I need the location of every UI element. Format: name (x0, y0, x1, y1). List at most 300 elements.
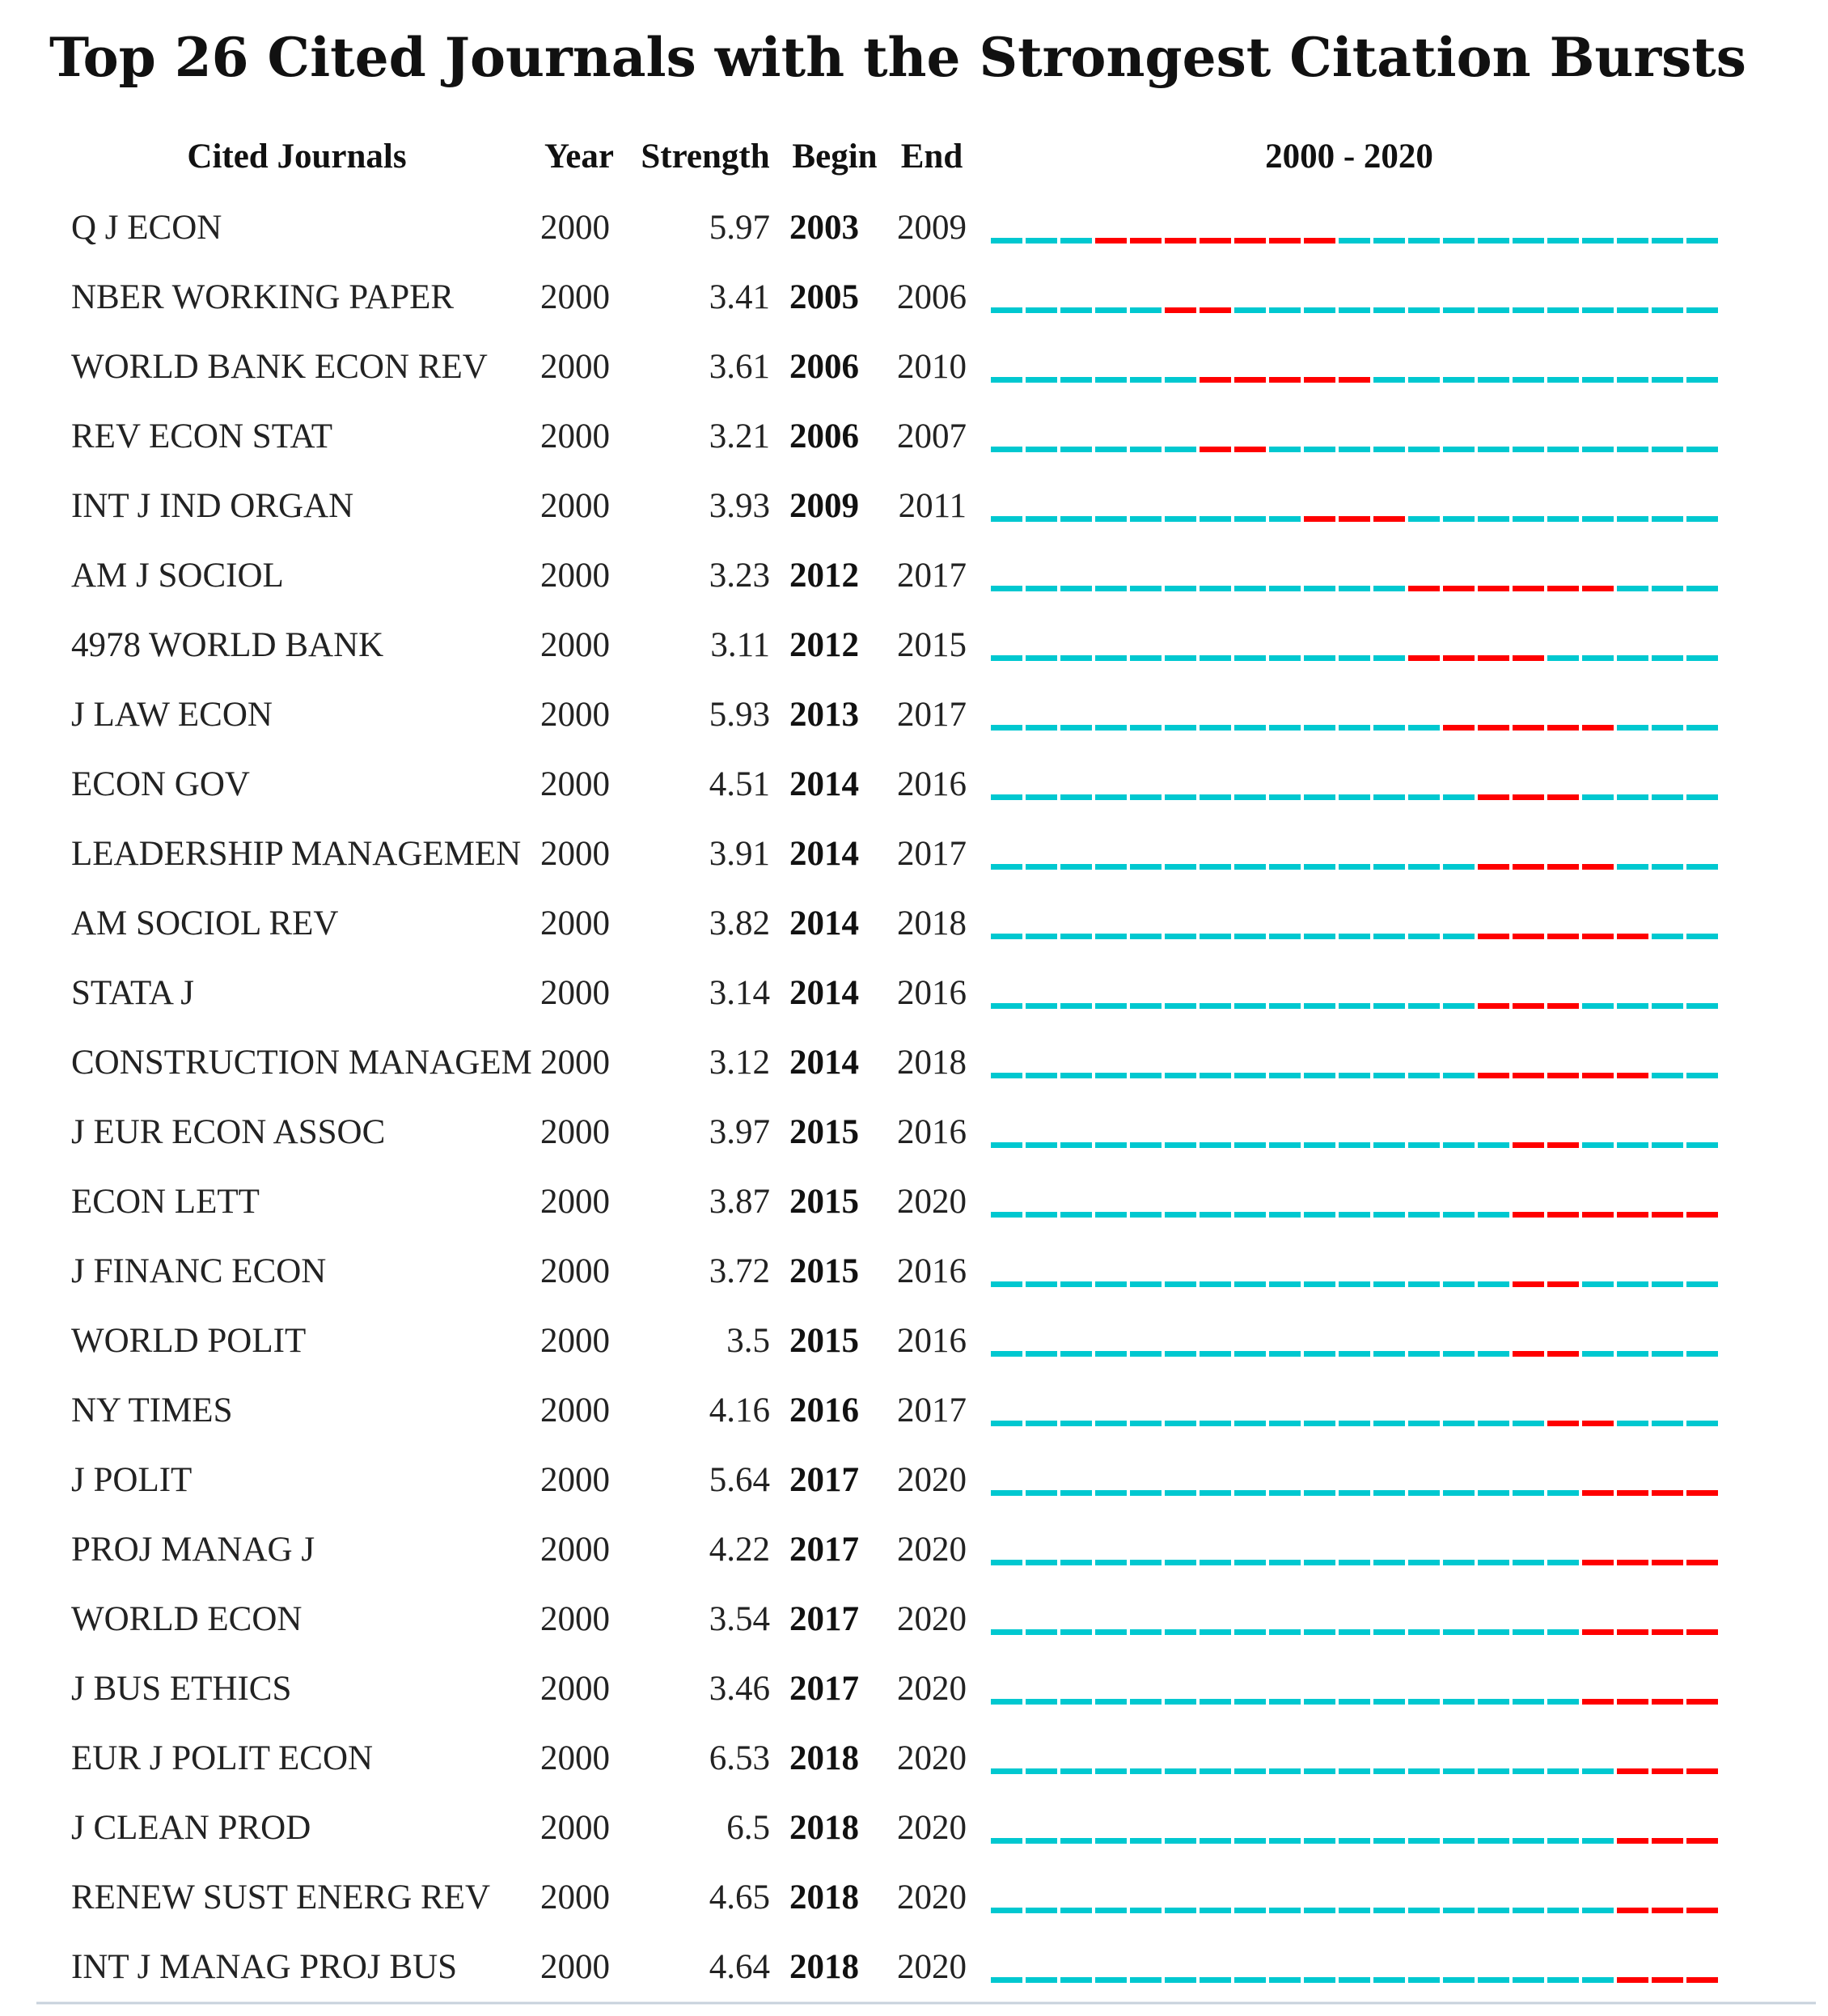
table-row (71, 348, 1718, 386)
timeline-segment (1652, 1351, 1683, 1357)
burst-segment (1513, 864, 1544, 870)
begin-year: 2013 (789, 696, 859, 734)
burst-segment (1513, 794, 1544, 800)
timeline-segment (1130, 1281, 1162, 1287)
timeline-segment (1443, 934, 1475, 939)
timeline-segment (1408, 377, 1440, 383)
timeline-segment (1026, 586, 1057, 591)
timeline-segment (1200, 1421, 1231, 1426)
journal-name: J FINANC ECON (71, 1252, 327, 1290)
timeline-segment (1130, 1073, 1162, 1078)
timeline-segment (991, 1768, 1022, 1774)
burst-segment (1686, 1838, 1718, 1844)
timeline-segment (1095, 1838, 1127, 1844)
timeline-segment (1165, 1212, 1196, 1218)
timeline-segment (1304, 586, 1335, 591)
timeline-segment (1234, 794, 1266, 800)
timeline-segment (1478, 307, 1509, 313)
timeline-segment (1026, 1142, 1057, 1148)
end-year: 2016 (897, 1322, 967, 1360)
timeline-segment (1130, 1212, 1162, 1218)
table-row (71, 1600, 1718, 1638)
burst-segment (1304, 516, 1335, 522)
timeline-segment (1373, 1281, 1405, 1287)
timeline-segment (1652, 586, 1683, 591)
timeline-segment (1130, 516, 1162, 522)
begin-year: 2017 (789, 1600, 859, 1638)
year-value: 2000 (540, 348, 610, 386)
timeline-segment (1686, 1073, 1718, 1078)
timeline-segment (1026, 655, 1057, 661)
burst-segment (1095, 238, 1127, 244)
timeline-segment (1443, 1073, 1475, 1078)
timeline-segment (1060, 794, 1092, 800)
burst-segment (1686, 1212, 1718, 1218)
timeline-segment (1304, 1629, 1335, 1635)
timeline-segment (1478, 1977, 1509, 1983)
timeline-segment (1443, 864, 1475, 870)
table-body (71, 209, 1718, 1986)
timeline-segment (1617, 516, 1648, 522)
burst-segment (1443, 586, 1475, 591)
timeline-segment (1165, 1281, 1196, 1287)
burst-segment (1478, 655, 1509, 661)
table-row (71, 974, 1718, 1012)
strength-value: 6.53 (709, 1739, 770, 1777)
timeline-segment (1130, 864, 1162, 870)
strength-value: 6.5 (726, 1809, 770, 1847)
timeline-segment (1234, 1560, 1266, 1565)
timeline-segment (1408, 307, 1440, 313)
timeline-segment (1130, 1768, 1162, 1774)
end-year: 2018 (897, 904, 967, 942)
journal-name: INT J MANAG PROJ BUS (71, 1948, 458, 1986)
timeline-segment (1026, 1838, 1057, 1844)
timeline-segment (991, 447, 1022, 452)
timeline-segment (1060, 934, 1092, 939)
timeline-segment (1060, 447, 1092, 452)
burst-segment (1513, 655, 1544, 661)
burst-segment (1686, 1768, 1718, 1774)
burst-segment (1582, 934, 1614, 939)
burst-segment (1582, 1560, 1614, 1565)
timeline-segment (991, 1699, 1022, 1705)
begin-year: 2016 (789, 1391, 859, 1429)
timeline-segment (1652, 1003, 1683, 1009)
journal-name: INT J IND ORGAN (71, 487, 354, 525)
burst-segment (1652, 1838, 1683, 1844)
timeline-segment (1513, 1838, 1544, 1844)
burst-segment (1547, 586, 1579, 591)
timeline-segment (1095, 307, 1127, 313)
table-row (71, 1113, 1718, 1151)
timeline-segment (1304, 864, 1335, 870)
strength-value: 4.16 (709, 1391, 770, 1429)
header-begin: Begin (792, 138, 878, 176)
timeline-segment (1408, 1560, 1440, 1565)
timeline-segment (1234, 1351, 1266, 1357)
end-year: 2010 (897, 348, 967, 386)
strength-value: 4.22 (709, 1531, 770, 1569)
timeline-segment (1513, 1629, 1544, 1635)
timeline-segment (1234, 307, 1266, 313)
timeline-segment (1547, 447, 1579, 452)
timeline-segment (1200, 1351, 1231, 1357)
timeline-segment (1200, 1281, 1231, 1287)
begin-year: 2014 (789, 904, 859, 942)
timeline-segment (1652, 1142, 1683, 1148)
timeline-segment (1060, 238, 1092, 244)
timeline-segment (1060, 1560, 1092, 1565)
timeline-segment (1026, 516, 1057, 522)
timeline-segment (1408, 1073, 1440, 1078)
timeline-segment (1200, 1003, 1231, 1009)
timeline-segment (1095, 1281, 1127, 1287)
timeline-segment (1095, 516, 1127, 522)
timeline-segment (1234, 1977, 1266, 1983)
timeline-segment (1165, 1977, 1196, 1983)
burst-segment (1686, 1977, 1718, 1983)
timeline-segment (1547, 1768, 1579, 1774)
burst-segment (1513, 1073, 1544, 1078)
timeline-segment (1547, 1977, 1579, 1983)
burst-segment (1686, 1629, 1718, 1635)
timeline-segment (1547, 238, 1579, 244)
strength-value: 3.11 (710, 626, 770, 664)
timeline-segment (1234, 1629, 1266, 1635)
timeline-segment (1026, 238, 1057, 244)
strength-value: 3.93 (709, 487, 770, 525)
timeline-segment (1339, 1768, 1370, 1774)
timeline-segment (991, 1629, 1022, 1635)
burst-segment (1130, 238, 1162, 244)
timeline-segment (1686, 586, 1718, 591)
timeline-segment (1373, 238, 1405, 244)
burst-segment (1617, 934, 1648, 939)
table-row (71, 1322, 1718, 1360)
table-row (71, 1809, 1718, 1847)
timeline-segment (1165, 934, 1196, 939)
burst-segment (1652, 1490, 1683, 1496)
timeline-segment (1200, 1699, 1231, 1705)
timeline-segment (1234, 1281, 1266, 1287)
timeline-segment (1095, 377, 1127, 383)
journal-name: NBER WORKING PAPER (71, 278, 455, 316)
strength-value: 3.54 (709, 1600, 770, 1638)
journal-name: PROJ MANAG J (71, 1531, 315, 1569)
timeline-segment (1339, 1838, 1370, 1844)
chart-title: Top 26 Cited Journals with the Strongest Citation Bursts (49, 26, 1746, 89)
strength-value: 4.51 (709, 765, 770, 803)
journal-name: STATA J (71, 974, 195, 1012)
timeline-segment (1165, 447, 1196, 452)
burst-segment (1478, 586, 1509, 591)
timeline-segment (1200, 655, 1231, 661)
timeline-segment (1339, 794, 1370, 800)
timeline-segment (1443, 1490, 1475, 1496)
timeline-segment (1165, 1908, 1196, 1913)
table-row (71, 1878, 1718, 1916)
timeline-segment (991, 238, 1022, 244)
burst-segment (1582, 1421, 1614, 1426)
timeline-segment (1478, 1629, 1509, 1635)
timeline-segment (991, 1351, 1022, 1357)
begin-year: 2006 (789, 417, 859, 455)
timeline-segment (1060, 1212, 1092, 1218)
timeline-segment (1582, 1351, 1614, 1357)
timeline-segment (1200, 1629, 1231, 1635)
timeline-segment (1095, 794, 1127, 800)
timeline-segment (1408, 1281, 1440, 1287)
timeline-segment (1443, 1977, 1475, 1983)
table-row (71, 626, 1718, 664)
timeline-segment (1026, 1421, 1057, 1426)
journal-name: J BUS ETHICS (71, 1670, 292, 1708)
timeline-segment (1373, 934, 1405, 939)
timeline-segment (1373, 725, 1405, 731)
burst-segment (1582, 586, 1614, 591)
timeline-segment (1095, 1490, 1127, 1496)
burst-segment (1234, 377, 1266, 383)
timeline-segment (1408, 1908, 1440, 1913)
timeline-segment (1408, 1003, 1440, 1009)
timeline-segment (1060, 655, 1092, 661)
timeline-segment (1269, 1281, 1301, 1287)
timeline-segment (1304, 1142, 1335, 1148)
timeline-segment (1060, 377, 1092, 383)
year-value: 2000 (540, 696, 610, 734)
burst-segment (1304, 377, 1335, 383)
timeline-segment (1304, 1490, 1335, 1496)
table-header (187, 138, 1433, 176)
begin-year: 2015 (789, 1113, 859, 1151)
timeline-segment (1582, 1003, 1614, 1009)
begin-year: 2014 (789, 765, 859, 803)
timeline-segment (1269, 1908, 1301, 1913)
timeline-segment (1513, 1699, 1544, 1705)
timeline-segment (1686, 307, 1718, 313)
timeline-segment (1200, 1977, 1231, 1983)
timeline-segment (1165, 1421, 1196, 1426)
timeline-segment (1234, 1073, 1266, 1078)
timeline-segment (1443, 1351, 1475, 1357)
end-year: 2009 (897, 209, 967, 247)
timeline-segment (1443, 307, 1475, 313)
timeline-segment (1339, 238, 1370, 244)
timeline-segment (1304, 1838, 1335, 1844)
timeline-segment (1200, 1073, 1231, 1078)
begin-year: 2005 (789, 278, 859, 316)
timeline-segment (1652, 1073, 1683, 1078)
timeline-segment (1373, 1838, 1405, 1844)
begin-year: 2018 (789, 1878, 859, 1916)
end-year: 2017 (897, 696, 967, 734)
timeline-segment (991, 516, 1022, 522)
burst-segment (1478, 794, 1509, 800)
timeline-segment (1234, 864, 1266, 870)
strength-value: 3.5 (726, 1322, 770, 1360)
timeline-segment (1304, 794, 1335, 800)
journal-name: LEADERSHIP MANAGEMEN (71, 835, 522, 873)
year-value: 2000 (540, 765, 610, 803)
timeline-segment (1234, 725, 1266, 731)
burst-segment (1547, 1073, 1579, 1078)
timeline-segment (1234, 655, 1266, 661)
burst-segment (1513, 1212, 1544, 1218)
end-year: 2018 (897, 1044, 967, 1082)
table-row (71, 1044, 1718, 1082)
burst-segment (1582, 1212, 1614, 1218)
timeline-segment (1617, 586, 1648, 591)
begin-year: 2012 (789, 557, 859, 595)
timeline-segment (1165, 794, 1196, 800)
timeline-segment (1060, 1977, 1092, 1983)
timeline-segment (1269, 1421, 1301, 1426)
timeline-segment (991, 655, 1022, 661)
timeline-segment (1478, 1768, 1509, 1774)
timeline-segment (1060, 1142, 1092, 1148)
journal-name: AM J SOCIOL (71, 557, 284, 595)
journal-name: WORLD POLIT (71, 1322, 307, 1360)
table-row (71, 1183, 1718, 1221)
burst-segment (1200, 307, 1231, 313)
timeline-segment (1304, 1212, 1335, 1218)
end-year: 2016 (897, 974, 967, 1012)
timeline-segment (991, 1838, 1022, 1844)
timeline-segment (991, 1908, 1022, 1913)
timeline-segment (1130, 934, 1162, 939)
end-year: 2007 (897, 417, 967, 455)
timeline-segment (1269, 1490, 1301, 1496)
timeline-segment (1478, 1351, 1509, 1357)
timeline-segment (1373, 1908, 1405, 1913)
timeline-segment (1269, 1768, 1301, 1774)
strength-value: 3.82 (709, 904, 770, 942)
timeline-segment (1304, 655, 1335, 661)
timeline-segment (1026, 1490, 1057, 1496)
timeline-segment (1339, 1699, 1370, 1705)
table-row (71, 487, 1718, 525)
timeline-segment (1269, 725, 1301, 731)
timeline-segment (1617, 1003, 1648, 1009)
timeline-segment (1304, 934, 1335, 939)
timeline-segment (1652, 725, 1683, 731)
timeline-segment (1373, 864, 1405, 870)
timeline-segment (991, 586, 1022, 591)
burst-segment (1513, 1142, 1544, 1148)
timeline-segment (1026, 1908, 1057, 1913)
timeline-segment (1095, 1768, 1127, 1774)
burst-segment (1234, 447, 1266, 452)
strength-value: 5.93 (709, 696, 770, 734)
journal-name: ECON GOV (71, 765, 250, 803)
journal-name: WORLD BANK ECON REV (71, 348, 488, 386)
timeline-segment (1060, 725, 1092, 731)
timeline-segment (1686, 934, 1718, 939)
timeline-segment (1582, 1977, 1614, 1983)
burst-segment (1617, 1768, 1648, 1774)
journal-name: 4978 WORLD BANK (71, 626, 384, 664)
timeline-segment (1200, 1838, 1231, 1844)
burst-segment (1617, 1977, 1648, 1983)
timeline-segment (991, 307, 1022, 313)
timeline-segment (1408, 1629, 1440, 1635)
timeline-segment (1686, 1281, 1718, 1287)
timeline-segment (1165, 1351, 1196, 1357)
table-row (71, 557, 1718, 595)
begin-year: 2017 (789, 1531, 859, 1569)
timeline-segment (1200, 1490, 1231, 1496)
timeline-segment (1582, 377, 1614, 383)
timeline-segment (1617, 725, 1648, 731)
timeline-segment (1269, 447, 1301, 452)
timeline-segment (1373, 655, 1405, 661)
burst-segment (1478, 1073, 1509, 1078)
timeline-segment (1200, 1212, 1231, 1218)
burst-segment (1652, 1908, 1683, 1913)
timeline-segment (1408, 1421, 1440, 1426)
year-value: 2000 (540, 1252, 610, 1290)
timeline-segment (1130, 1699, 1162, 1705)
timeline-segment (1269, 1003, 1301, 1009)
timeline-segment (1373, 307, 1405, 313)
strength-value: 3.61 (709, 348, 770, 386)
timeline-segment (1130, 377, 1162, 383)
year-value: 2000 (540, 1183, 610, 1221)
timeline-segment (1547, 1490, 1579, 1496)
timeline-segment (1304, 1977, 1335, 1983)
timeline-segment (1269, 1142, 1301, 1148)
timeline-segment (1165, 864, 1196, 870)
burst-segment (1547, 794, 1579, 800)
timeline-segment (1478, 1560, 1509, 1565)
begin-year: 2018 (789, 1948, 859, 1986)
end-year: 2020 (897, 1531, 967, 1569)
timeline-segment (1165, 655, 1196, 661)
header-range: 2000 - 2020 (1265, 138, 1433, 176)
timeline-segment (1373, 447, 1405, 452)
timeline-segment (1026, 1003, 1057, 1009)
burst-segment (1339, 516, 1370, 522)
timeline-segment (1165, 377, 1196, 383)
timeline-segment (1304, 307, 1335, 313)
timeline-segment (1339, 655, 1370, 661)
timeline-segment (1026, 1351, 1057, 1357)
timeline-segment (1130, 794, 1162, 800)
end-year: 2016 (897, 1252, 967, 1290)
timeline-segment (1443, 794, 1475, 800)
timeline-segment (1582, 447, 1614, 452)
timeline-segment (1026, 1768, 1057, 1774)
timeline-segment (1095, 1560, 1127, 1565)
timeline-segment (1408, 1351, 1440, 1357)
timeline-segment (1130, 586, 1162, 591)
timeline-segment (1547, 377, 1579, 383)
timeline-segment (1339, 1351, 1370, 1357)
timeline-segment (1269, 934, 1301, 939)
timeline-segment (1165, 1838, 1196, 1844)
timeline-segment (1443, 1838, 1475, 1844)
timeline-segment (1373, 1977, 1405, 1983)
timeline-segment (1339, 307, 1370, 313)
strength-value: 3.41 (709, 278, 770, 316)
timeline-segment (1339, 447, 1370, 452)
begin-year: 2015 (789, 1183, 859, 1221)
timeline-segment (1513, 1768, 1544, 1774)
timeline-segment (1617, 864, 1648, 870)
table-row (71, 417, 1718, 455)
journal-name: J LAW ECON (71, 696, 273, 734)
